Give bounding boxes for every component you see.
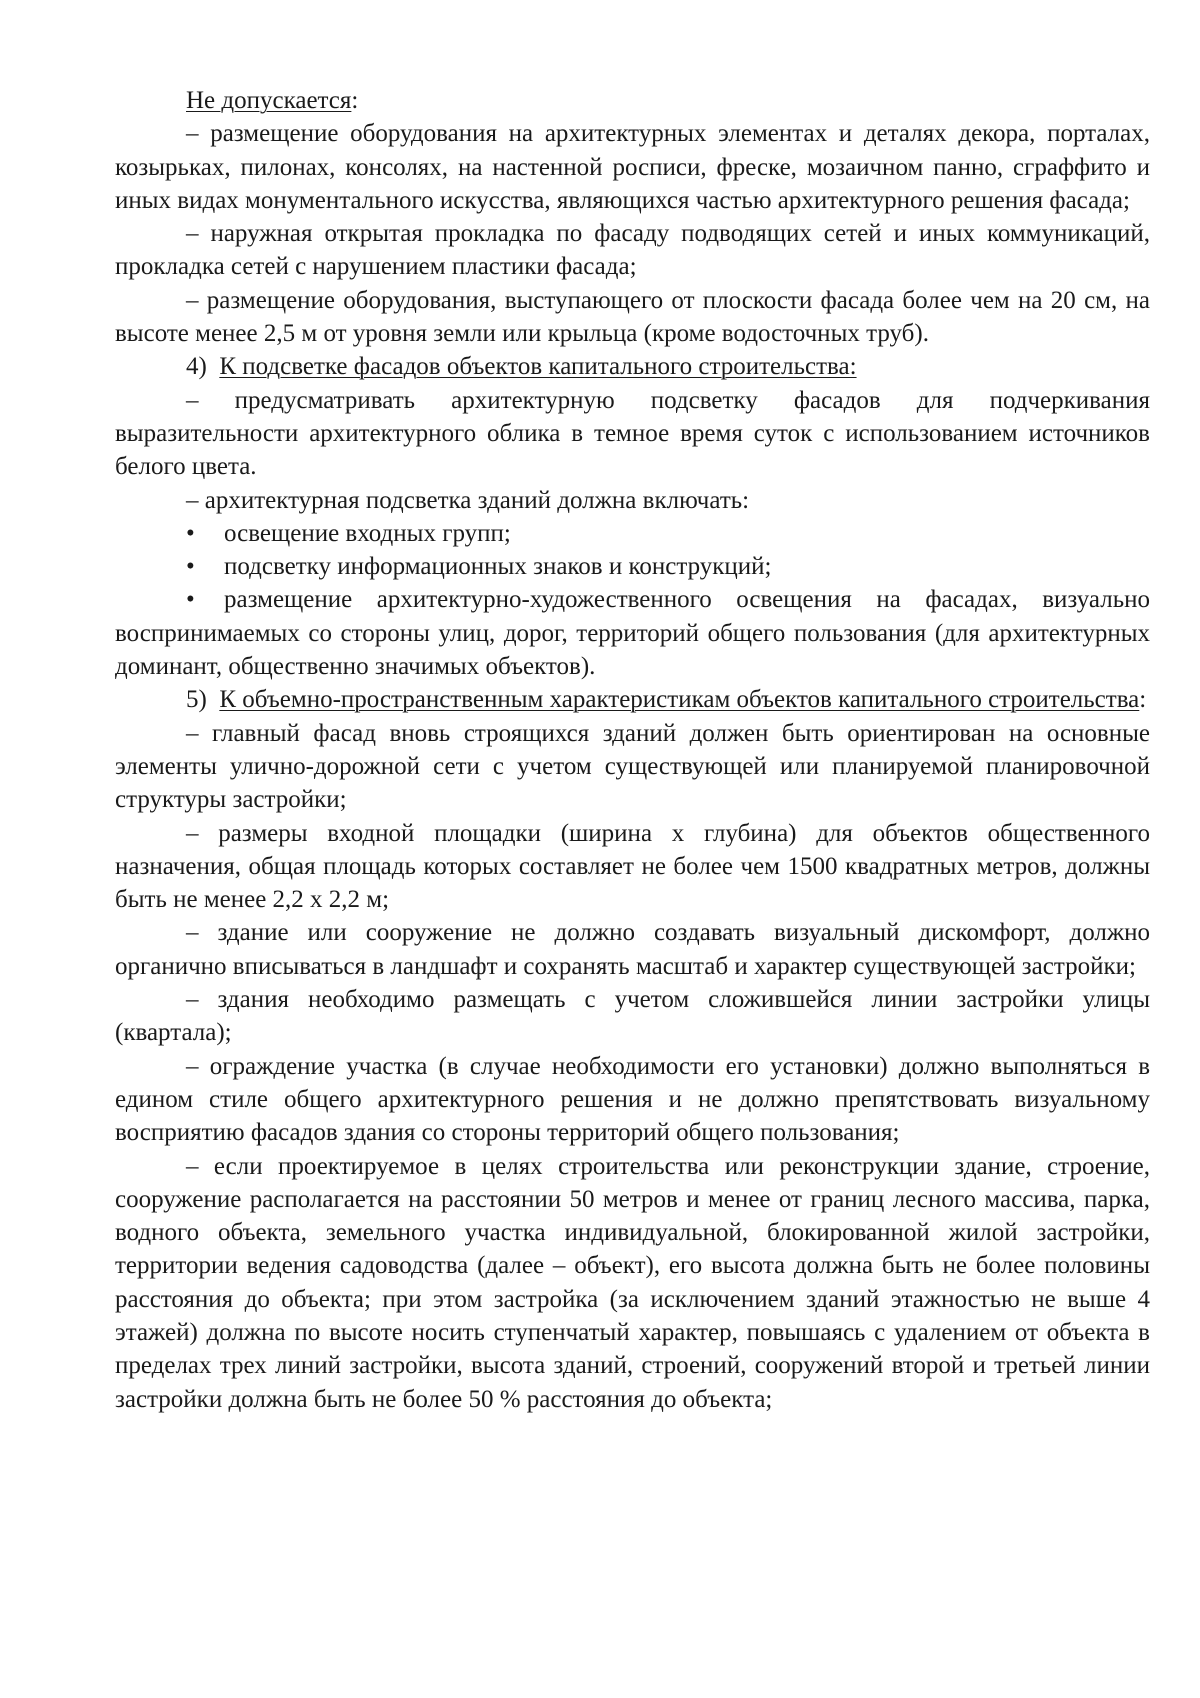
bullet-item-text: размещение архитектурно-художественного освещения на фасадах, визуально воспринимаемых со стороны улиц, дорог, территорий общего пользования (для архитектурных доминант, общественно значимых объектов).: [115, 586, 1150, 681]
section-5-item-1: – главный фасад вновь строящихся зданий должен быть ориентирован на основные элементы улично-дорожной сети с учетом существующей или планируемой планировочной структуры застройки;: [115, 719, 1150, 814]
section-4-paragraph-1: – предусматривать архитектурную подсветку фасадов для подчеркивания выразительности архитектурного облика в темное время суток с использованием источников белого цвета.: [115, 386, 1150, 481]
bullet-icon: [186, 583, 224, 616]
bullet-item-2: [115, 550, 1150, 583]
section-4-title: К подсветке фасадов объектов капитального строительства:: [219, 353, 857, 381]
section-4-paragraph-2: – архитектурная подсветка зданий должна включать:: [186, 486, 750, 514]
section-5-item-4: – здания необходимо размещать с учетом сложившейся линии застройки улицы (квартала);: [115, 986, 1150, 1047]
not-allowed-item-2: – наружная открытая прокладка по фасаду подводящих сетей и иных коммуникаций, прокладка сетей с нарушением пластики фасада;: [115, 220, 1150, 281]
bullet-item-3: [115, 583, 1150, 683]
heading-not-allowed-colon: :: [351, 87, 359, 114]
not-allowed-item-3: – размещение оборудования, выступающего от плоскости фасада более чем на 20 см, на высоте менее 2,5 м от уровня земли или крыльца (кроме водосточных труб).: [115, 286, 1150, 348]
bullet-icon: [186, 550, 224, 583]
section-4-number: 4): [186, 353, 207, 381]
not-allowed-item-1: – размещение оборудования на архитектурных элементах и деталях декора, порталах, козырьках, пилонах, консолях, на настенной росписи, фреске, мозаичном панно, сграффито и иных видах монументального искусства, являющихся частью архитектурного решения фасада;: [115, 120, 1150, 214]
bullet-icon: [186, 517, 224, 550]
bullet-item-text: подсветку информационных знаков и конструкций;: [224, 553, 772, 581]
heading-not-allowed-text: Не допускается: [186, 87, 352, 114]
section-5-heading: [115, 683, 1150, 716]
bullet-item-1: [115, 517, 1150, 550]
section-5-title: К объемно-пространственным характеристикам объектов капитального строительства: [219, 686, 1140, 714]
document-page: [115, 84, 1150, 1416]
section-5-item-2: – размеры входной площадки (ширина х глубина) для объектов общественного назначения, общая площадь которых составляет не более чем 1500 квадратных метров, должны быть не менее 2,2 х 2,2 м;: [115, 819, 1150, 914]
section-5-number: 5): [186, 686, 207, 714]
bullet-item-text: освещение входных групп;: [224, 519, 511, 547]
section-4-heading: [115, 350, 1150, 383]
heading-not-allowed: [115, 84, 1150, 117]
section-5-colon: :: [1139, 686, 1147, 714]
section-5-item-5: – ограждение участка (в случае необходимости его установки) должно выполняться в едином стиле общего архитектурного решения и не должно препятствовать визуальному восприятию фасадов здания со стороны территорий общего пользования;: [115, 1052, 1150, 1147]
section-5-item-6: – если проектируемое в целях строительства или реконструкции здание, строение, сооружение располагается на расстоянии 50 метров и менее от границ лесного массива, парка, водного объекта, земельного участка индивидуальной, блокированной жилой застройки, территории ведения садоводства (далее – объект), его высота должна быть не более половины расстояния до объекта; при этом застройка (за исключением зданий этажностью не выше 4 этажей) должна по высоте носить ступенчатый характер, повышаясь с удалением от объекта в пределах трех линий застройки, высота зданий, строений, сооружений второй и третьей линии застройки должна быть не более 50 % расстояния до объекта;: [115, 1152, 1150, 1413]
section-5-item-3: – здание или сооружение не должно создавать визуальный дискомфорт, должно органично вписываться в ландшафт и сохранять масштаб и характер существующей застройки;: [115, 919, 1150, 980]
